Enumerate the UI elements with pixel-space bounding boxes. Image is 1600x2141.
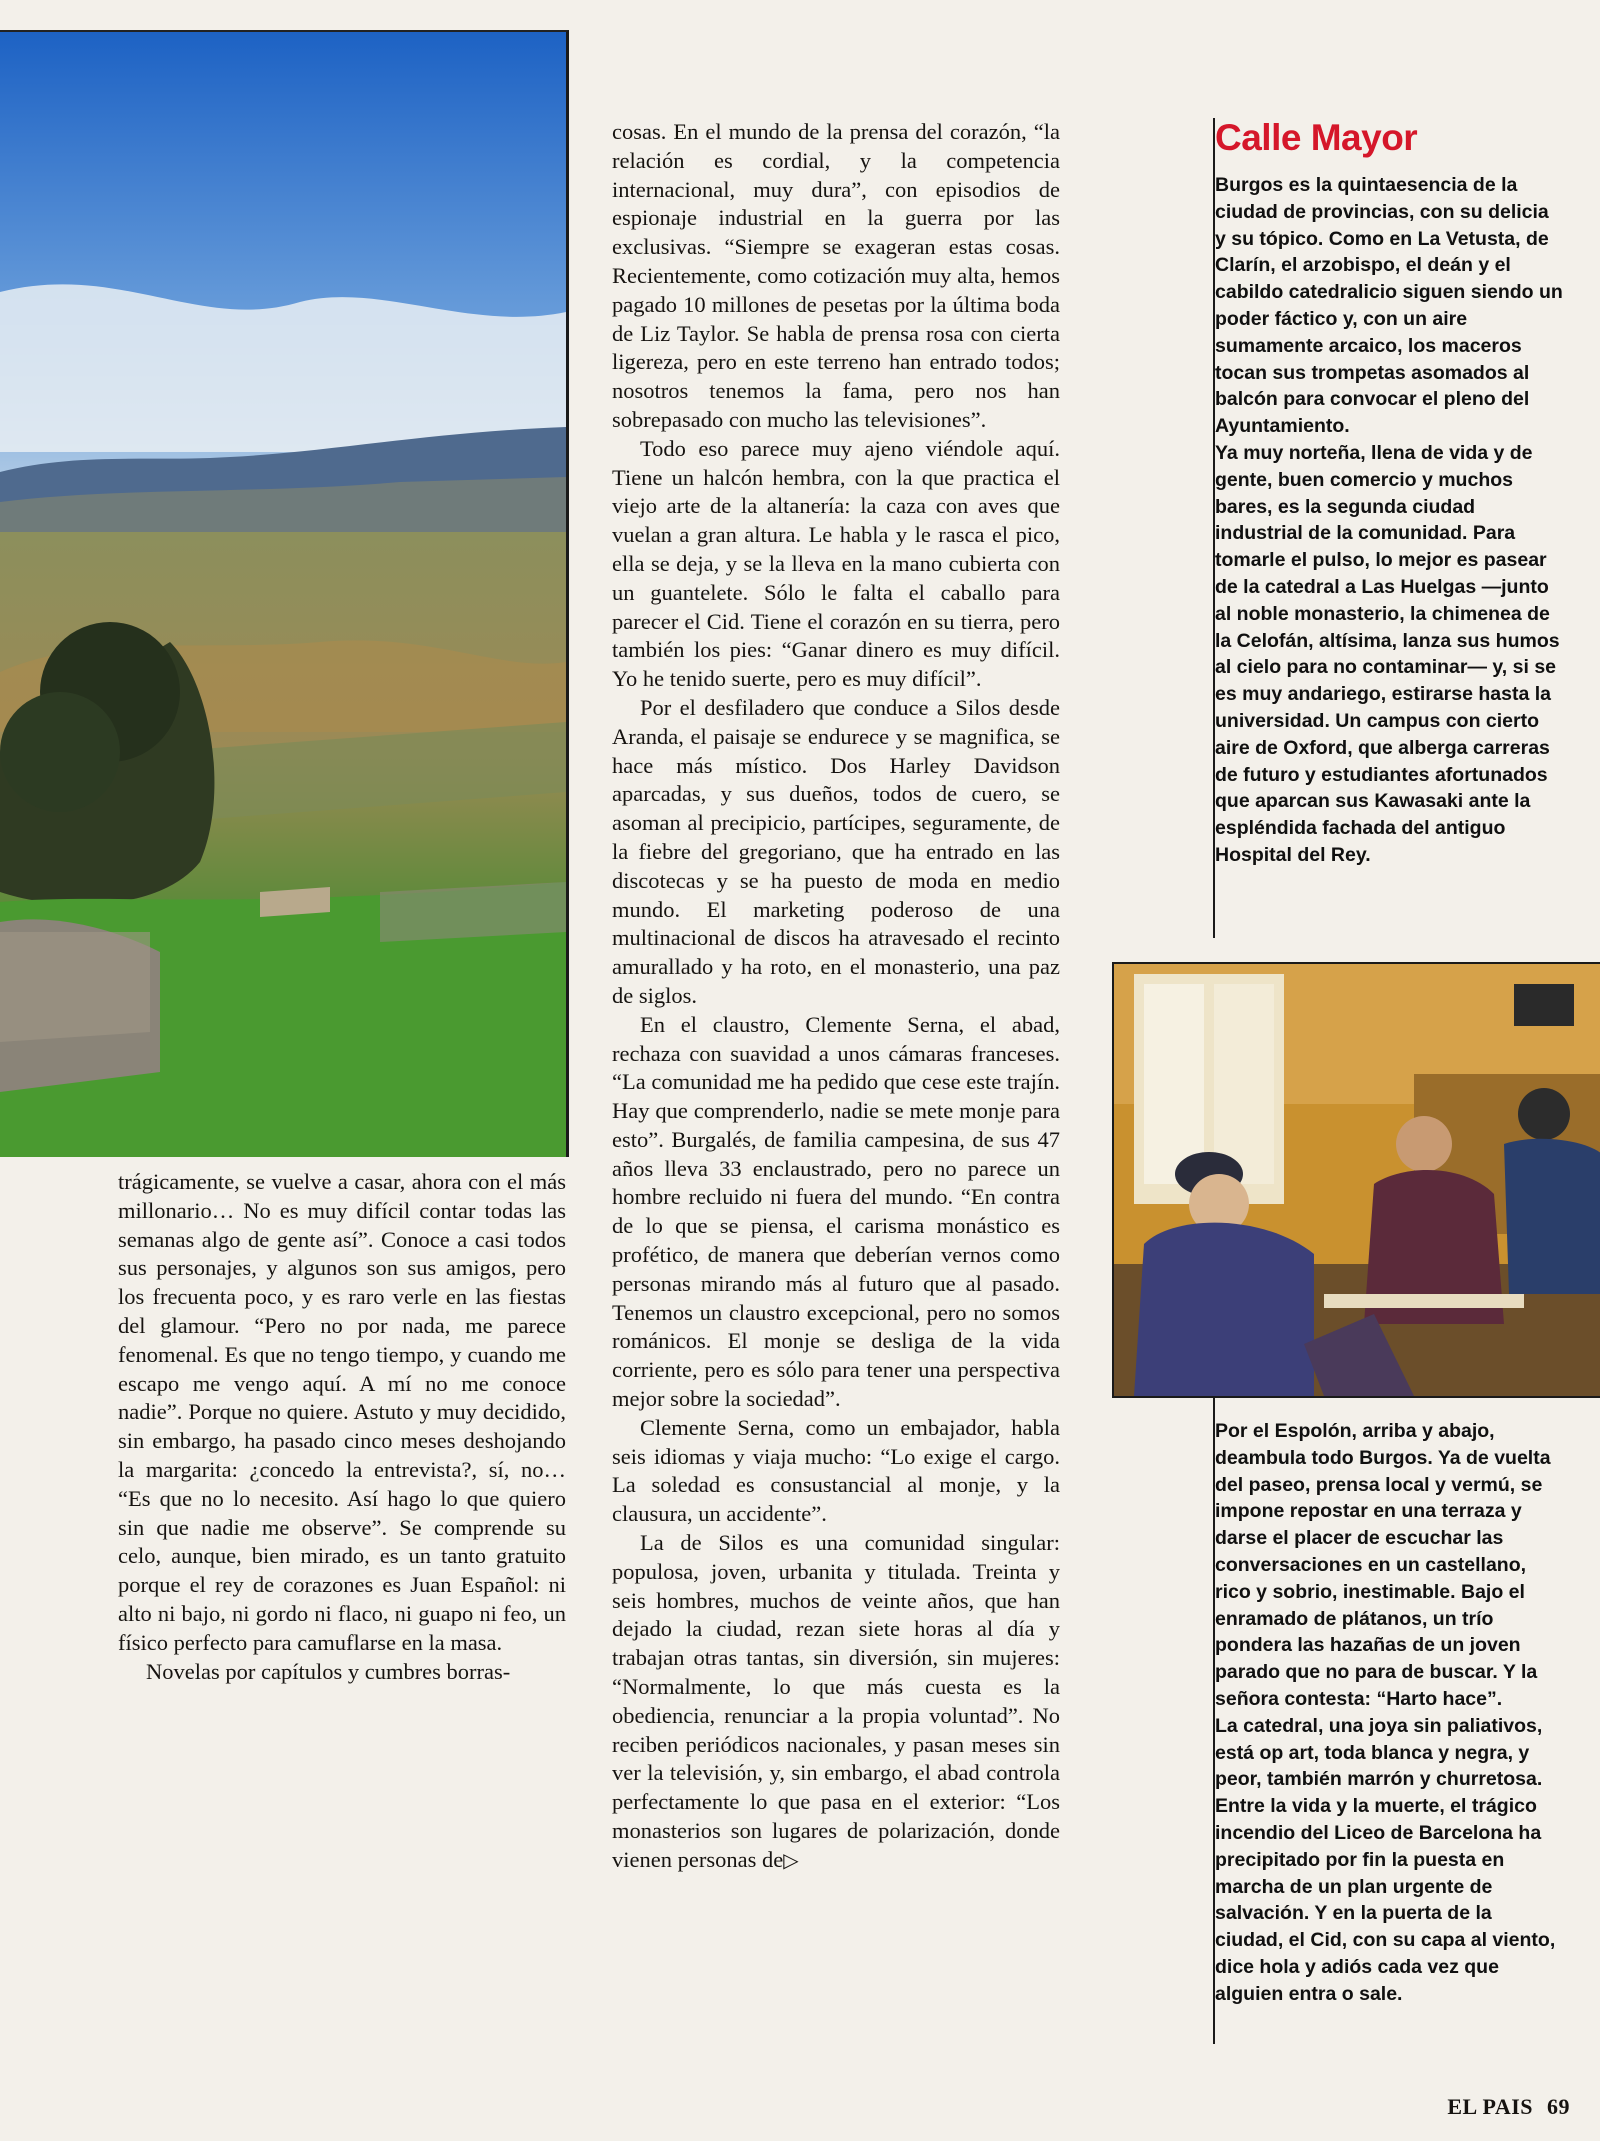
middle-paragraph-6-text: La de Silos es una comunidad singular: populosa, joven, urbanita y titulada. Treinta y seis hombres, muchos de veinte años, que han dejado la ciudad, rezan siete horas al día y trabajan otras tantas, sin diversión, sin mujeres: “Normalmente, lo que más cuesta es la obediencia, renunciar a la propia voluntad”. No reciben periódicos nacionales, y pasan meses sin ver la televisión, y, sin embargo, el abad controla perfectamente lo que pasa en el exterior: “Los monasterios son lugares de polarización, donde vienen personas de bbox=[612, 1530, 1060, 1872]
left-column bbox=[118, 1168, 566, 1686]
left-paragraph-2: Novelas por capítulos y cumbres borras- bbox=[146, 1658, 511, 1684]
middle-column bbox=[612, 118, 1060, 1875]
middle-paragraph-2: Todo eso parece muy ajeno viéndole aquí. Tiene un halcón hembra, con la que practica el viejo arte de la altanería: la caza con aves que vuelan a gran altura. Le habla y le rasca el pico, ella se deja, y se la lleva en la mano cubierta con un guantelete. Sólo le falta el caballo para parecer el Cid. Tiene el corazón en su tierra, pero también los pies: “Ganar dinero es muy difícil. Yo he tenido suerte, pero es muy difícil”. bbox=[612, 435, 1060, 692]
left-paragraph-1: trágicamente, se vuelve a casar, ahora con el más millonario… No es muy difícil contar todas las semanas algo de gente así”. Conoce a casi todos sus personajes, y algunos son sus amigos, pero los frecuenta poco, y es raro verle en las fiestas del glamour. “Pero no por nada, me parece fenomenal. Es que no tengo tiempo, y cuando me escapo me vengo aquí. A mí no me conoce nadie”. Porque no quiere. Astuto y muy decidido, sin embargo, ha pasado cinco meses deshojando la margarita: ¿concedo la entrevista?, sí, no… “Es que no lo necesito. Así hago lo que quiero sin que nadie me observe”. Se comprende su celo, aunque, bien mirado, es un tanto gratuito porque el rey de corazones es Juan Español: ni alto ni bajo, ni gordo ni flaco, ni guapo ni feo, un físico perfecto para camuflarse en la masa. bbox=[118, 1169, 566, 1655]
middle-paragraph-5: Clemente Serna, como un embajador, habla seis idiomas y viaja mucho: “Lo exige el cargo. La soledad es consustancial al monje, y la clausura, un accidente”. bbox=[612, 1414, 1060, 1527]
page-footer bbox=[1447, 2094, 1570, 2120]
page-number: 69 bbox=[1547, 2094, 1570, 2119]
sidebar-paragraph-1: Burgos es la quintaesencia de la ciudad de provincias, con su delicia y su tópico. Como en La Vetusta, de Clarín, el arzobispo, el deán y el cabildo catedralicio siguen siendo un poder fáctico y, con un aire sumamente arcaico, los maceros tocan sus trompetas asomados al balcón para convocar el pleno del Ayuntamiento. bbox=[1215, 174, 1563, 438]
middle-paragraph-6 bbox=[612, 1529, 1060, 1875]
sidebar-paragraph-4: La catedral, una joya sin paliativos, está op art, toda blanca y negra, y peor, también marrón y churretosa. Entre la vida y la muerte, el trágico incendio del Liceo de Barcelona ha precipitado por fin la puesta en marcha de un plan urgente de salvación. Y en la puerta de la ciudad, el Cid, con su capa al viento, dice hola y adiós cada vez que alguien entra o sale. bbox=[1215, 1714, 1556, 2005]
sidebar-title: Calle Mayor bbox=[1215, 117, 1418, 158]
publication-name: EL PAIS bbox=[1447, 2094, 1533, 2119]
sidebar-bottom bbox=[1215, 1418, 1565, 2008]
cafe-photo bbox=[1112, 962, 1600, 1398]
sidebar-top bbox=[1215, 118, 1565, 869]
landscape-photo bbox=[0, 30, 569, 1157]
sidebar-paragraph-2: Ya muy norteña, llena de vida y de gente, buen comercio y muchos bares, es la segunda ciudad industrial de la comunidad. Para tomarle el pulso, lo mejor es pasear de la catedral a Las Huelgas —junto al noble monasterio, la chimenea de la Celofán, altísima, lanza sus humos al cielo para no contaminar— y, si se es muy andariego, estirarse hasta la universidad. Un campus con cierto aire de Oxford, que alberga carreras de futuro y estudiantes afortunados que aparcan sus Kawasaki ante la espléndida fachada del antiguo Hospital del Rey. bbox=[1215, 441, 1560, 866]
middle-paragraph-4: En el claustro, Clemente Serna, el abad, rechaza con suavidad a unos cámaras franceses. “La comunidad me ha pedido que cese este trajín. Hay que comprenderlo, nadie se mete monje para esto”. Burgalés, de familia campesina, de sus 47 años lleva 33 enclaustrado, pero no parece un hombre recluido ni fuera del mundo. “En contra de lo que se piensa, el carisma monástico es profético, de manera que deberían vernos como personas mirando más al futuro que al pasado. Tenemos un claustro excepcional, pero no somos románicos. El monje se desliga de la vida corriente, pero es sólo para tener una perspectiva mejor sobre la sociedad”. bbox=[612, 1011, 1060, 1412]
middle-paragraph-1: cosas. En el mundo de la prensa del corazón, “la relación es cordial, y la competencia internacional, muy dura”, con episodios de espionaje industrial en la guerra por las exclusivas. “Siempre se exageran estas cosas. Recientemente, como cotización muy alta, hemos pagado 10 millones de pesetas por la última boda de Liz Taylor. Se habla de prensa rosa con cierta ligereza, pero en este terreno han entrado todos; nosotros tenemos la fama, pero nos han sobrepasado con mucho las televisiones”. bbox=[612, 119, 1060, 432]
continue-arrow-icon: ▷ bbox=[783, 1847, 799, 1872]
sidebar-paragraph-3: Por el Espolón, arriba y abajo, deambula todo Burgos. Ya de vuelta del paseo, prensa local y vermú, se impone repostar en una terraza y darse el placer de escuchar las conversaciones en un castellano, rico y sobrio, inestimable. Bajo el enramado de plátanos, un trío pondera las hazañas de un joven parado que no para de buscar. Y la señora contesta: “Harto hace”. bbox=[1215, 1420, 1551, 1710]
middle-paragraph-3: Por el desfiladero que conduce a Silos desde Aranda, el paisaje se endurece y se magnifica, se hace más místico. Dos Harley Davidson aparcadas, y sus dueños, todos de cuero, se asoman al precipicio, partícipes, seguramente, de la fiebre del gregoriano, que ha entrado en las discotecas y se ha puesto de moda en medio mundo. El marketing poderoso de una multinacional de discos ha atravesado el recinto amurallado y ha roto, en el monasterio, una paz de siglos. bbox=[612, 694, 1060, 1008]
